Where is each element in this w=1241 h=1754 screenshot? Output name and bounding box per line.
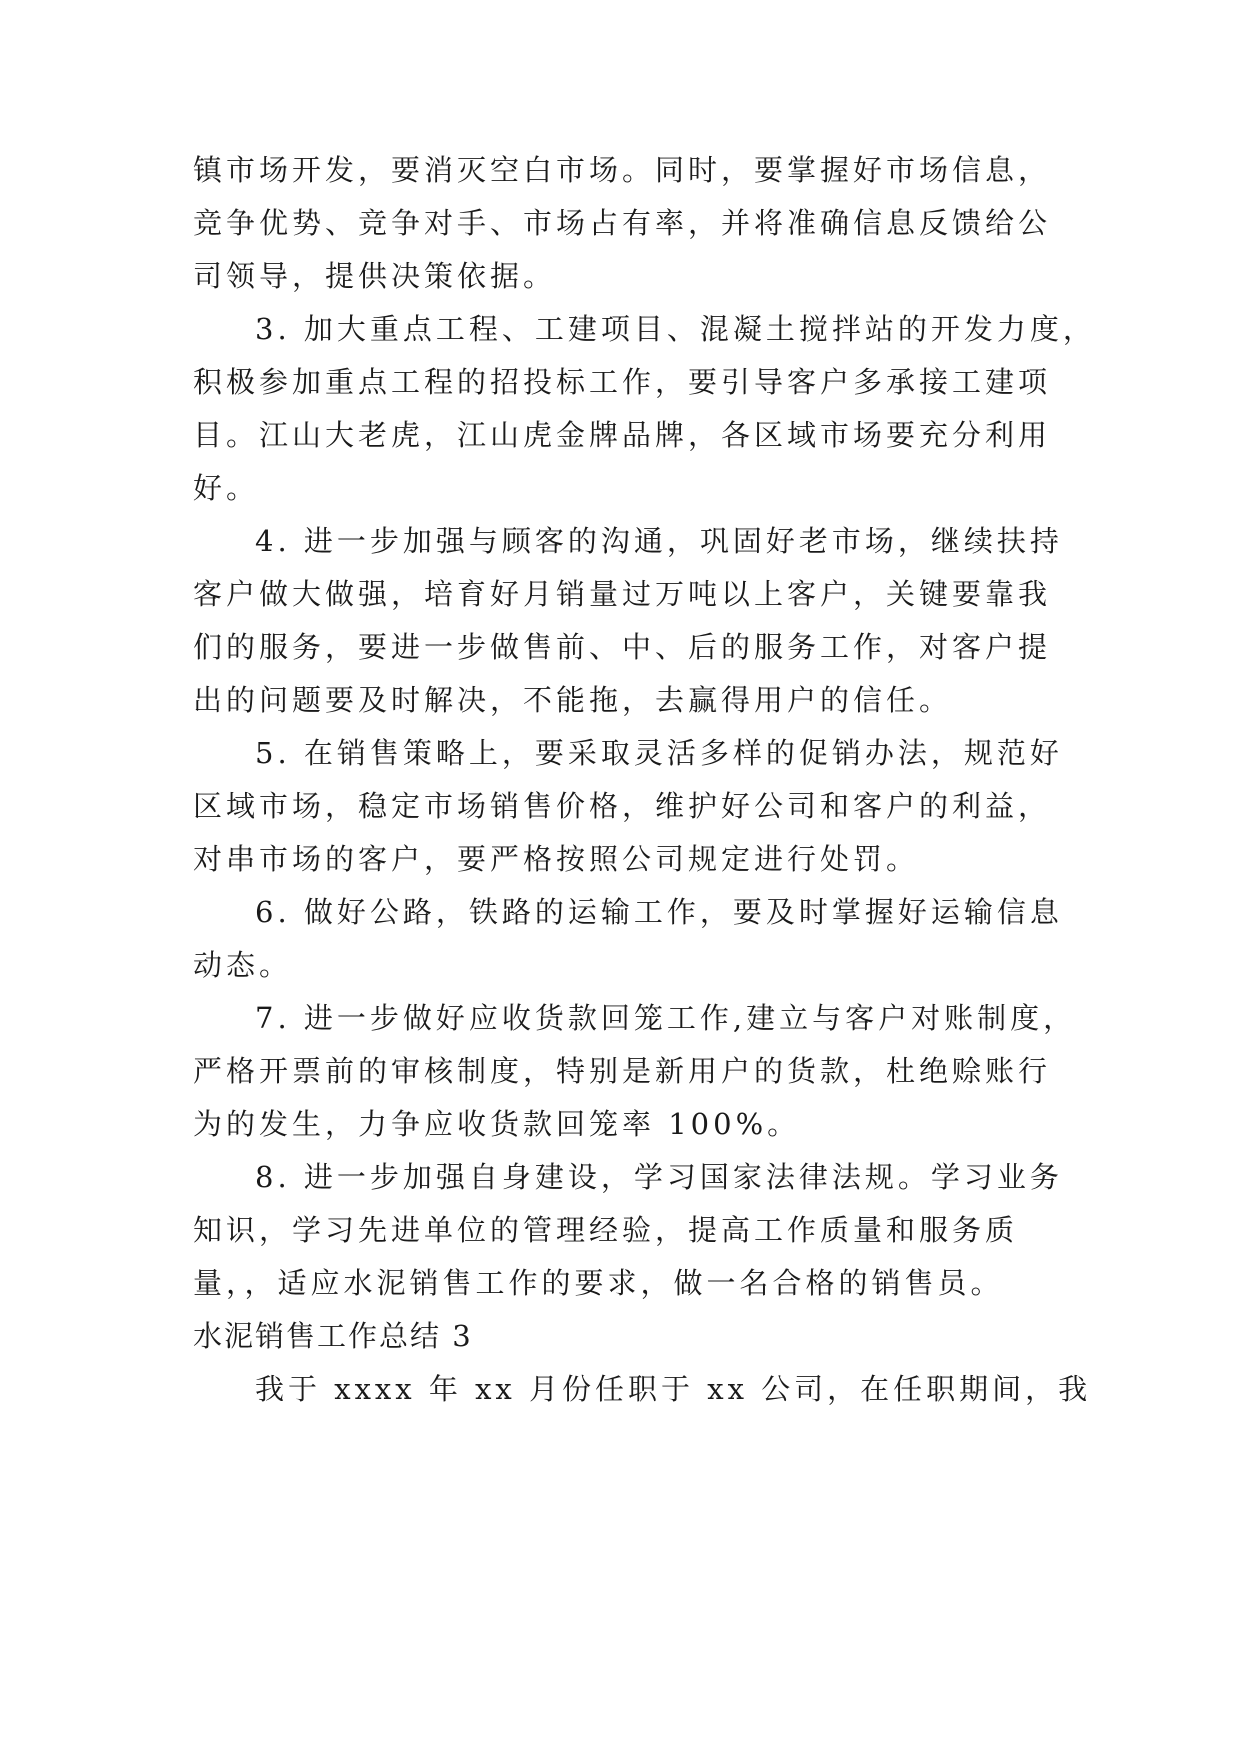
list-item-8-first-line: 8. 进一步加强自身建设，学习国家法律法规。学习业务 (255, 1160, 1063, 1194)
list-item-3-first-line: 3. 加大重点工程、工建项目、混凝土搅拌站的开发力度， (255, 312, 1096, 346)
list-item-6-first-line: 6. 做好公路，铁路的运输工作，要及时掌握好运输信息 (255, 895, 1063, 929)
body-text-line: 严格开票前的审核制度，特别是新用户的货款，杜绝赊账行 (193, 1054, 1052, 1088)
body-text-line: 镇市场开发，要消灭空白市场。同时，要掌握好市场信息， (193, 153, 1052, 187)
list-item-5-first-line: 5. 在销售策略上，要采取灵活多样的促销办法，规范好 (255, 736, 1063, 770)
list-item-4-first-line: 4. 进一步加强与顾客的沟通，巩固好老市场，继续扶持 (255, 524, 1063, 558)
paragraph-first-line: 我于 xxxx 年 xx 月份任职于 xx 公司，在任职期间，我 (255, 1372, 1092, 1406)
body-text-line: 好。 (193, 471, 260, 505)
body-text-line: 目。江山大老虎，江山虎金牌品牌，各区域市场要充分利用 (193, 418, 1052, 452)
list-item-7-first-line: 7. 进一步做好应收货款回笼工作,建立与客户对账制度， (255, 1001, 1077, 1035)
body-text-line: 竞争优势、竞争对手、市场占有率，并将准确信息反馈给公 (193, 206, 1052, 240)
body-text-line: 积极参加重点工程的招投标工作，要引导客户多承接工建项 (193, 365, 1052, 399)
section-heading: 水泥销售工作总结 3 (193, 1319, 473, 1353)
body-text-line: 司领导，提供决策依据。 (193, 259, 557, 293)
body-text-line: 为的发生，力争应收货款回笼率 100%。 (193, 1107, 801, 1141)
body-text-line: 出的问题要及时解决，不能拖，去赢得用户的信任。 (193, 683, 953, 717)
body-text-line: 客户做大做强，培育好月销量过万吨以上客户，关键要靠我 (193, 577, 1052, 611)
body-text-line: 对串市场的客户，要严格按照公司规定进行处罚。 (193, 842, 920, 876)
body-text-line: 动态。 (193, 948, 293, 982)
body-text-line: 区域市场，稳定市场销售价格，维护好公司和客户的利益， (193, 789, 1052, 823)
body-text-line: 知识，学习先进单位的管理经验，提高工作质量和服务质 (193, 1213, 1019, 1247)
body-text-line: 量，，适应水泥销售工作的要求，做一名合格的销售员。 (193, 1266, 1004, 1300)
body-text-line: 们的服务，要进一步做售前、中、后的服务工作，对客户提 (193, 630, 1052, 664)
